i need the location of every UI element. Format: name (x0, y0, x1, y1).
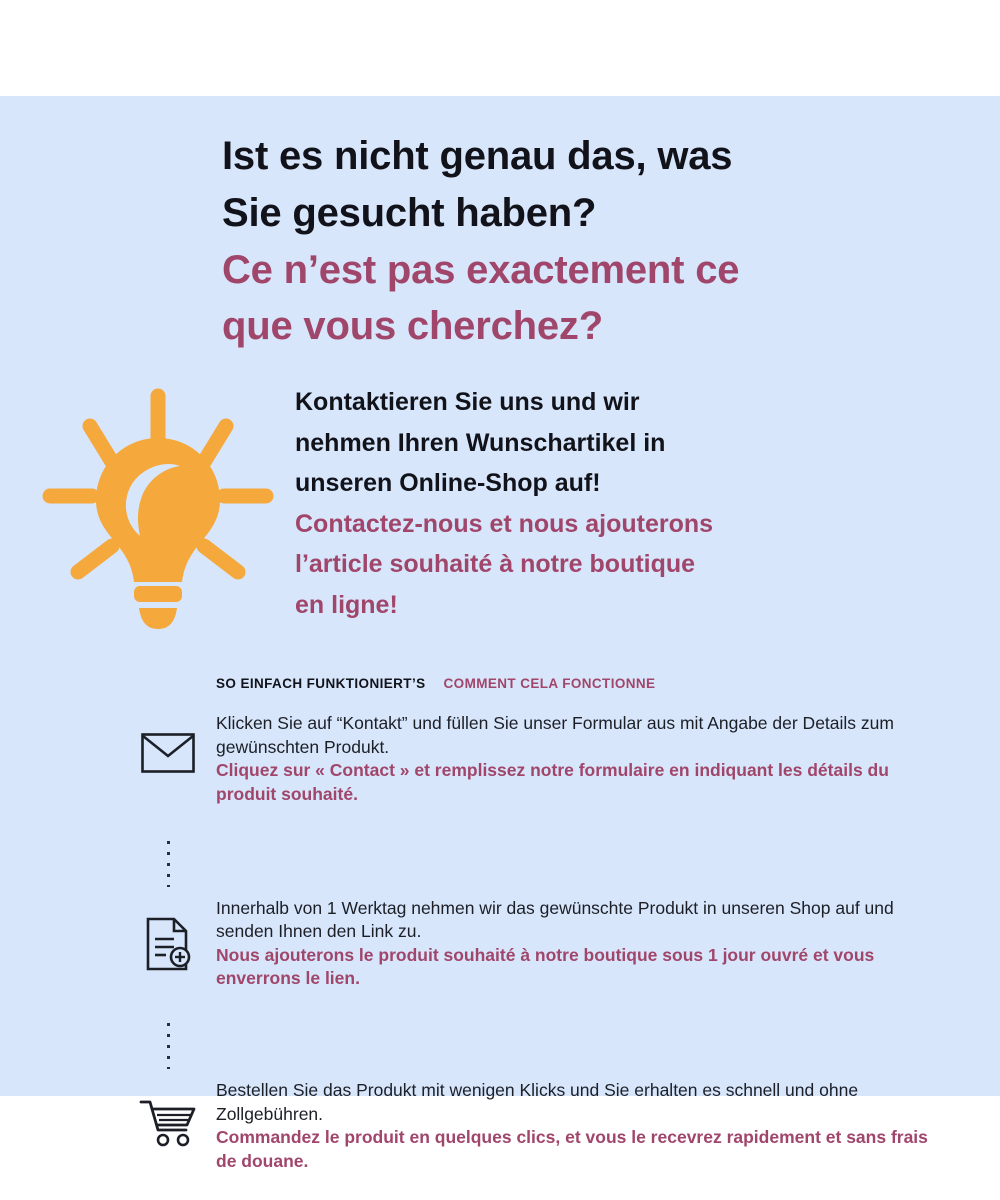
step-text (216, 1077, 940, 1174)
step-text-fr: Cliquez sur « Contact » et remplissez notre formulaire en indiquant les détails du produit souhaité. (216, 760, 889, 804)
subheadline-de-line1: Kontaktieren Sie uns und wir (295, 388, 640, 416)
subheadline-fr-line2: l’article souhaité à notre boutique (295, 550, 696, 578)
subheadline-fr-line1: Contactez-nous et nous ajouterons (295, 509, 714, 538)
subheadline-fr-line3: en ligne! (295, 590, 398, 619)
headline-fr-line2: que vous cherchez? (222, 304, 603, 349)
headline-de-line1: Ist es nicht genau das, was (222, 134, 733, 178)
step-text (216, 710, 940, 807)
lightbulb-icon (38, 386, 278, 636)
howto-label (216, 676, 655, 691)
list-item (120, 1077, 940, 1174)
list-item (120, 895, 940, 992)
headline-de-line2: Sie gesucht haben? (222, 190, 597, 235)
envelope-icon (120, 710, 216, 774)
step-text-fr: Commandez le produit en quelques clics, et vous le recevrez rapidement et sans frais de douane. (216, 1127, 928, 1171)
step-connector (120, 1015, 216, 1077)
document-add-icon (120, 895, 216, 971)
step-text-de: Bestellen Sie das Produkt mit wenigen Klicks und Sie erhalten es schnell und ohne Zollgebühren. (216, 1080, 859, 1124)
steps-list (120, 710, 940, 1174)
step-text-de: Innerhalb von 1 Werktag nehmen wir das gewünschte Produkt in unseren Shop auf und senden Ihnen den Link zu. (216, 897, 894, 942)
step-text (216, 895, 940, 992)
content-panel (0, 96, 1000, 1171)
howto-label-fr: COMMENT CELA FONCTIONNE (443, 676, 656, 691)
step-connector (120, 833, 216, 895)
subheadline-block (295, 382, 915, 625)
shopping-cart-icon (120, 1077, 216, 1147)
list-item (120, 710, 940, 807)
step-text-fr: Nous ajouterons le produit souhaité à notre boutique sous 1 jour ouvré et vous enverrons le lien. (216, 944, 875, 989)
subheadline-de-line3: unseren Online-Shop auf! (295, 469, 601, 497)
headline-fr-line1: Ce n’est pas exactement ce (222, 247, 740, 292)
headline-block (222, 128, 942, 355)
step-text-de: Klicken Sie auf “Kontakt” und füllen Sie unser Formular aus mit Angabe der Details zum gewünschten Produkt. (216, 713, 894, 757)
subheadline-de-line2: nehmen Ihren Wunschartikel in (295, 428, 666, 457)
howto-label-de: SO EINFACH FUNKTIONIERT’S (216, 676, 426, 691)
